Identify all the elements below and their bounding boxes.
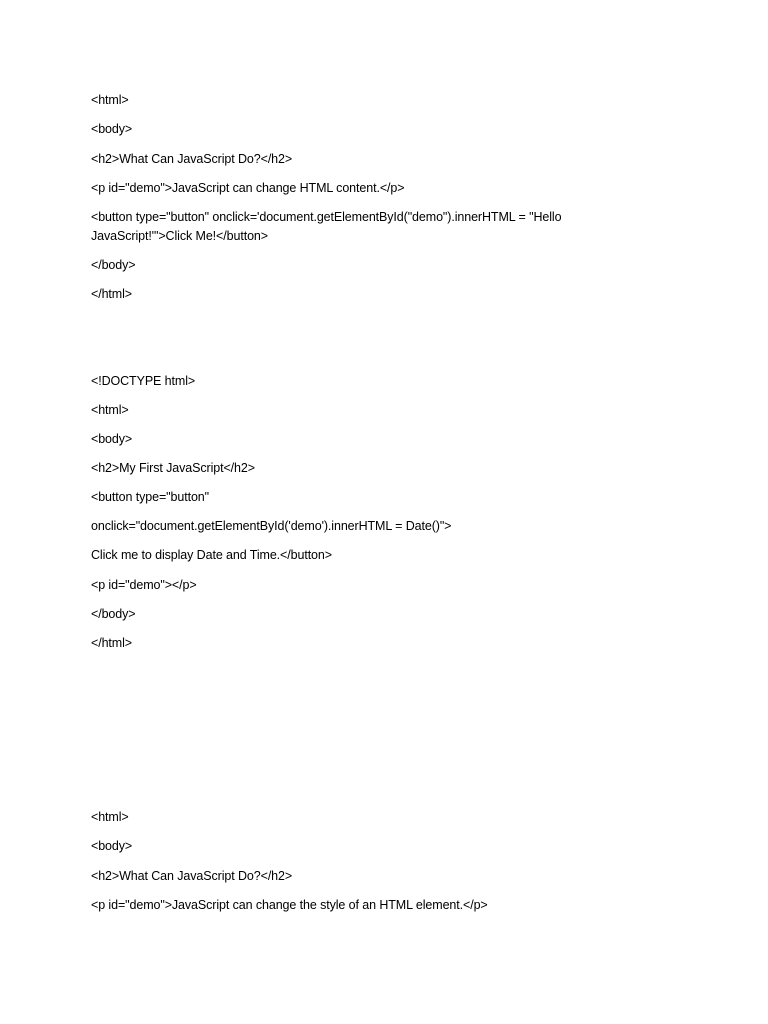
code-line: <!DOCTYPE html> [91, 374, 196, 388]
code-line: <html> [91, 403, 129, 417]
code-line: Click me to display Date and Time.</button> [91, 548, 332, 562]
code-line: <p id="demo">JavaScript can change HTML content.</p> [91, 181, 405, 195]
code-line: </body> [91, 258, 136, 272]
code-line: </body> [91, 607, 136, 621]
code-line: </html> [91, 636, 132, 650]
code-line: </html> [91, 287, 132, 301]
code-line: <h2>What Can JavaScript Do?</h2> [91, 869, 293, 883]
code-line: <body> [91, 839, 133, 853]
code-line: onclick="document.getElementById('demo').innerHTML = Date()"> [91, 519, 452, 533]
code-line: <button type="button" [91, 490, 209, 504]
code-line: <body> [91, 432, 133, 446]
code-line: <html> [91, 810, 129, 824]
code-line: <p id="demo">JavaScript can change the style of an HTML element.</p> [91, 898, 488, 912]
code-line: <button type="button" onclick='document.getElementById("demo").innerHTML = "Hello JavaScript!"'>Click Me!</button> [91, 210, 562, 243]
code-line: <html> [91, 93, 129, 107]
code-line: <body> [91, 122, 133, 136]
code-line: <h2>My First JavaScript</h2> [91, 461, 255, 475]
code-line: <p id="demo"></p> [91, 578, 197, 592]
code-line: <h2>What Can JavaScript Do?</h2> [91, 152, 293, 166]
